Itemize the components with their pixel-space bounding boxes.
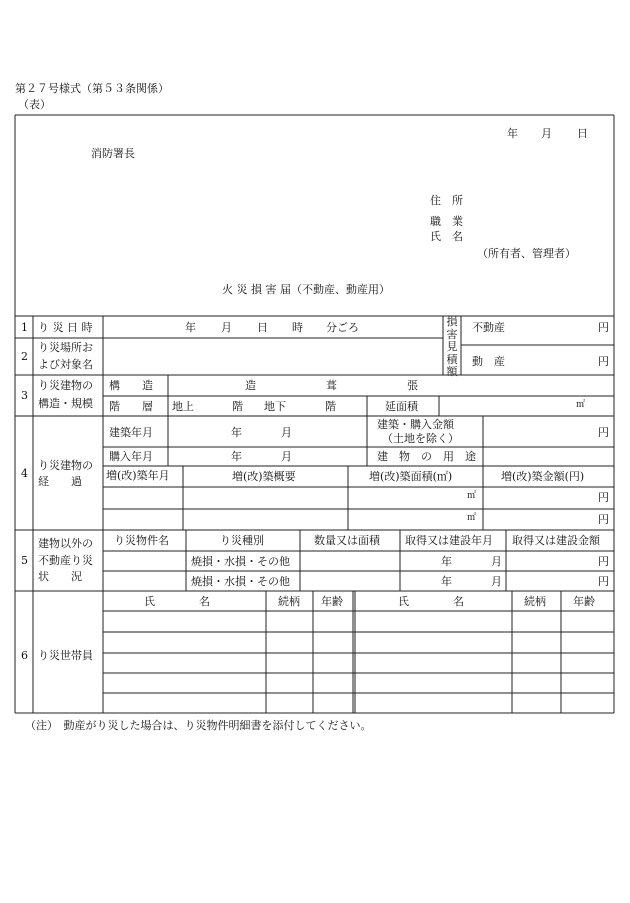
acquisition-cost-header: 取得又は建設金額 — [512, 534, 600, 547]
price-yen: 円 — [598, 426, 609, 439]
row5-label-line3: 状 況 — [38, 570, 82, 583]
row6-number: 6 — [21, 649, 28, 662]
price-label-line1: 建築・購入金額 — [377, 418, 454, 431]
occupation-label: 職 業 — [430, 215, 463, 228]
bought-month: 月 — [281, 450, 292, 463]
row1-hour: 時 — [292, 321, 303, 334]
member-age-header-right: 年齢 — [573, 595, 595, 608]
structure-fuki: 葺 — [326, 379, 337, 392]
damage-types-row2: 焼損・水損・その他 — [191, 575, 290, 588]
floors-kai-below: 階 — [325, 400, 336, 413]
row4-label-line1: り災建物の — [38, 459, 93, 472]
row1-year: 年 — [185, 321, 196, 334]
estimate-movable-yen: 円 — [598, 355, 609, 368]
built-month: 月 — [281, 426, 292, 439]
extension-area-header: 増(改)築面積(㎡) — [369, 470, 453, 483]
footnote: （注） 動産がり災した場合は、り災物件明細書を添付してください。 — [25, 719, 372, 732]
member-name-header-right: 氏 名 — [398, 595, 464, 608]
form-number: 第２７号様式（第５３条関係） — [15, 82, 169, 95]
row1-number: 1 — [21, 321, 28, 334]
member-relation-header-left: 続柄 — [278, 595, 300, 608]
damage-type-header: り災種別 — [220, 534, 264, 547]
extension-summary-header: 増(改)築概要 — [232, 470, 296, 483]
acquisition-date-header: 取得又は建設年月 — [405, 534, 493, 547]
row3-number: 3 — [21, 389, 28, 402]
member-relation-header-right: 続柄 — [524, 595, 546, 608]
item-name-header: り災物件名 — [114, 534, 169, 547]
damage-types-row1: 焼損・水損・その他 — [191, 555, 290, 568]
building-use-label: 建 物 の 用 途 — [377, 450, 476, 463]
address-label: 住 所 — [430, 194, 463, 207]
acq-row1-year: 年 — [441, 555, 452, 568]
bought-date-label: 購入年月 — [109, 450, 153, 463]
row2-label-line1: り災場所お — [38, 341, 93, 354]
price-label-line2: （土地を除く） — [382, 432, 459, 445]
role-note: （所有者、管理者） — [477, 247, 576, 260]
acq-row2-month: 月 — [491, 575, 502, 588]
row1-label: り 災 日 時 — [38, 321, 93, 334]
acq-row1-month: 月 — [491, 555, 502, 568]
row4-label-line2: 経 過 — [38, 475, 82, 488]
bought-year: 年 — [231, 450, 242, 463]
extension-cost-header: 増(改)築金額(円) — [501, 470, 585, 483]
row3-label-line1: り災建物の — [38, 379, 93, 392]
name-label: 氏 名 — [430, 230, 463, 243]
form-title: 火 災 損 害 届（不動産、動産用） — [222, 283, 390, 296]
damage-estimate-label: 損 害 見 積 額 — [446, 315, 458, 378]
row2-number: 2 — [21, 350, 28, 363]
form-side-label: （表） — [18, 98, 51, 111]
row4-number: 4 — [21, 467, 28, 480]
member-age-header-left: 年齢 — [321, 595, 343, 608]
extension-row1-sqm: ㎡ — [467, 491, 477, 501]
date-year: 年 — [507, 127, 518, 140]
row3-label-line2: 構造・規模 — [38, 397, 93, 410]
row5-label-line2: 不動産り災 — [38, 554, 93, 567]
floors-above: 地上 — [172, 400, 194, 413]
structure-hari: 張 — [407, 379, 418, 392]
extension-row2-sqm: ㎡ — [467, 513, 477, 523]
floors-below: 地下 — [264, 400, 286, 413]
estimate-realestate-label: 不動産 — [472, 321, 505, 334]
built-date-label: 建築年月 — [109, 426, 153, 439]
extension-date-header: 増(改)築年月 — [106, 469, 170, 482]
row2-label-line2: よび対象名 — [38, 358, 93, 371]
acq-row1-yen: 円 — [598, 555, 609, 568]
acq-row2-year: 年 — [441, 575, 452, 588]
row6-label: り災世帯員 — [38, 649, 93, 662]
row5-number: 5 — [21, 554, 28, 567]
structure-label: 構 造 — [109, 379, 153, 392]
acq-row2-yen: 円 — [598, 575, 609, 588]
addressee: 消防署長 — [91, 147, 135, 160]
member-name-header-left: 氏 名 — [144, 595, 210, 608]
estimate-realestate-yen: 円 — [598, 321, 609, 334]
floor-area-sqm: ㎡ — [576, 400, 586, 410]
date-month: 月 — [541, 127, 552, 140]
estimate-movable-label: 動 産 — [472, 355, 505, 368]
floors-label: 階 層 — [109, 400, 153, 413]
row1-minute: 分ごろ — [326, 321, 359, 334]
floor-area-label: 延面積 — [385, 400, 418, 413]
extension-row2-yen: 円 — [598, 513, 609, 526]
built-year: 年 — [231, 426, 242, 439]
row1-day: 日 — [257, 321, 268, 334]
structure-zou: 造 — [245, 379, 256, 392]
floors-kai-above: 階 — [232, 400, 243, 413]
row5-label-line1: 建物以外の — [38, 537, 93, 550]
extension-row1-yen: 円 — [598, 491, 609, 504]
date-day: 日 — [577, 127, 588, 140]
quantity-header: 数量又は面積 — [314, 534, 380, 547]
row1-month: 月 — [221, 321, 232, 334]
